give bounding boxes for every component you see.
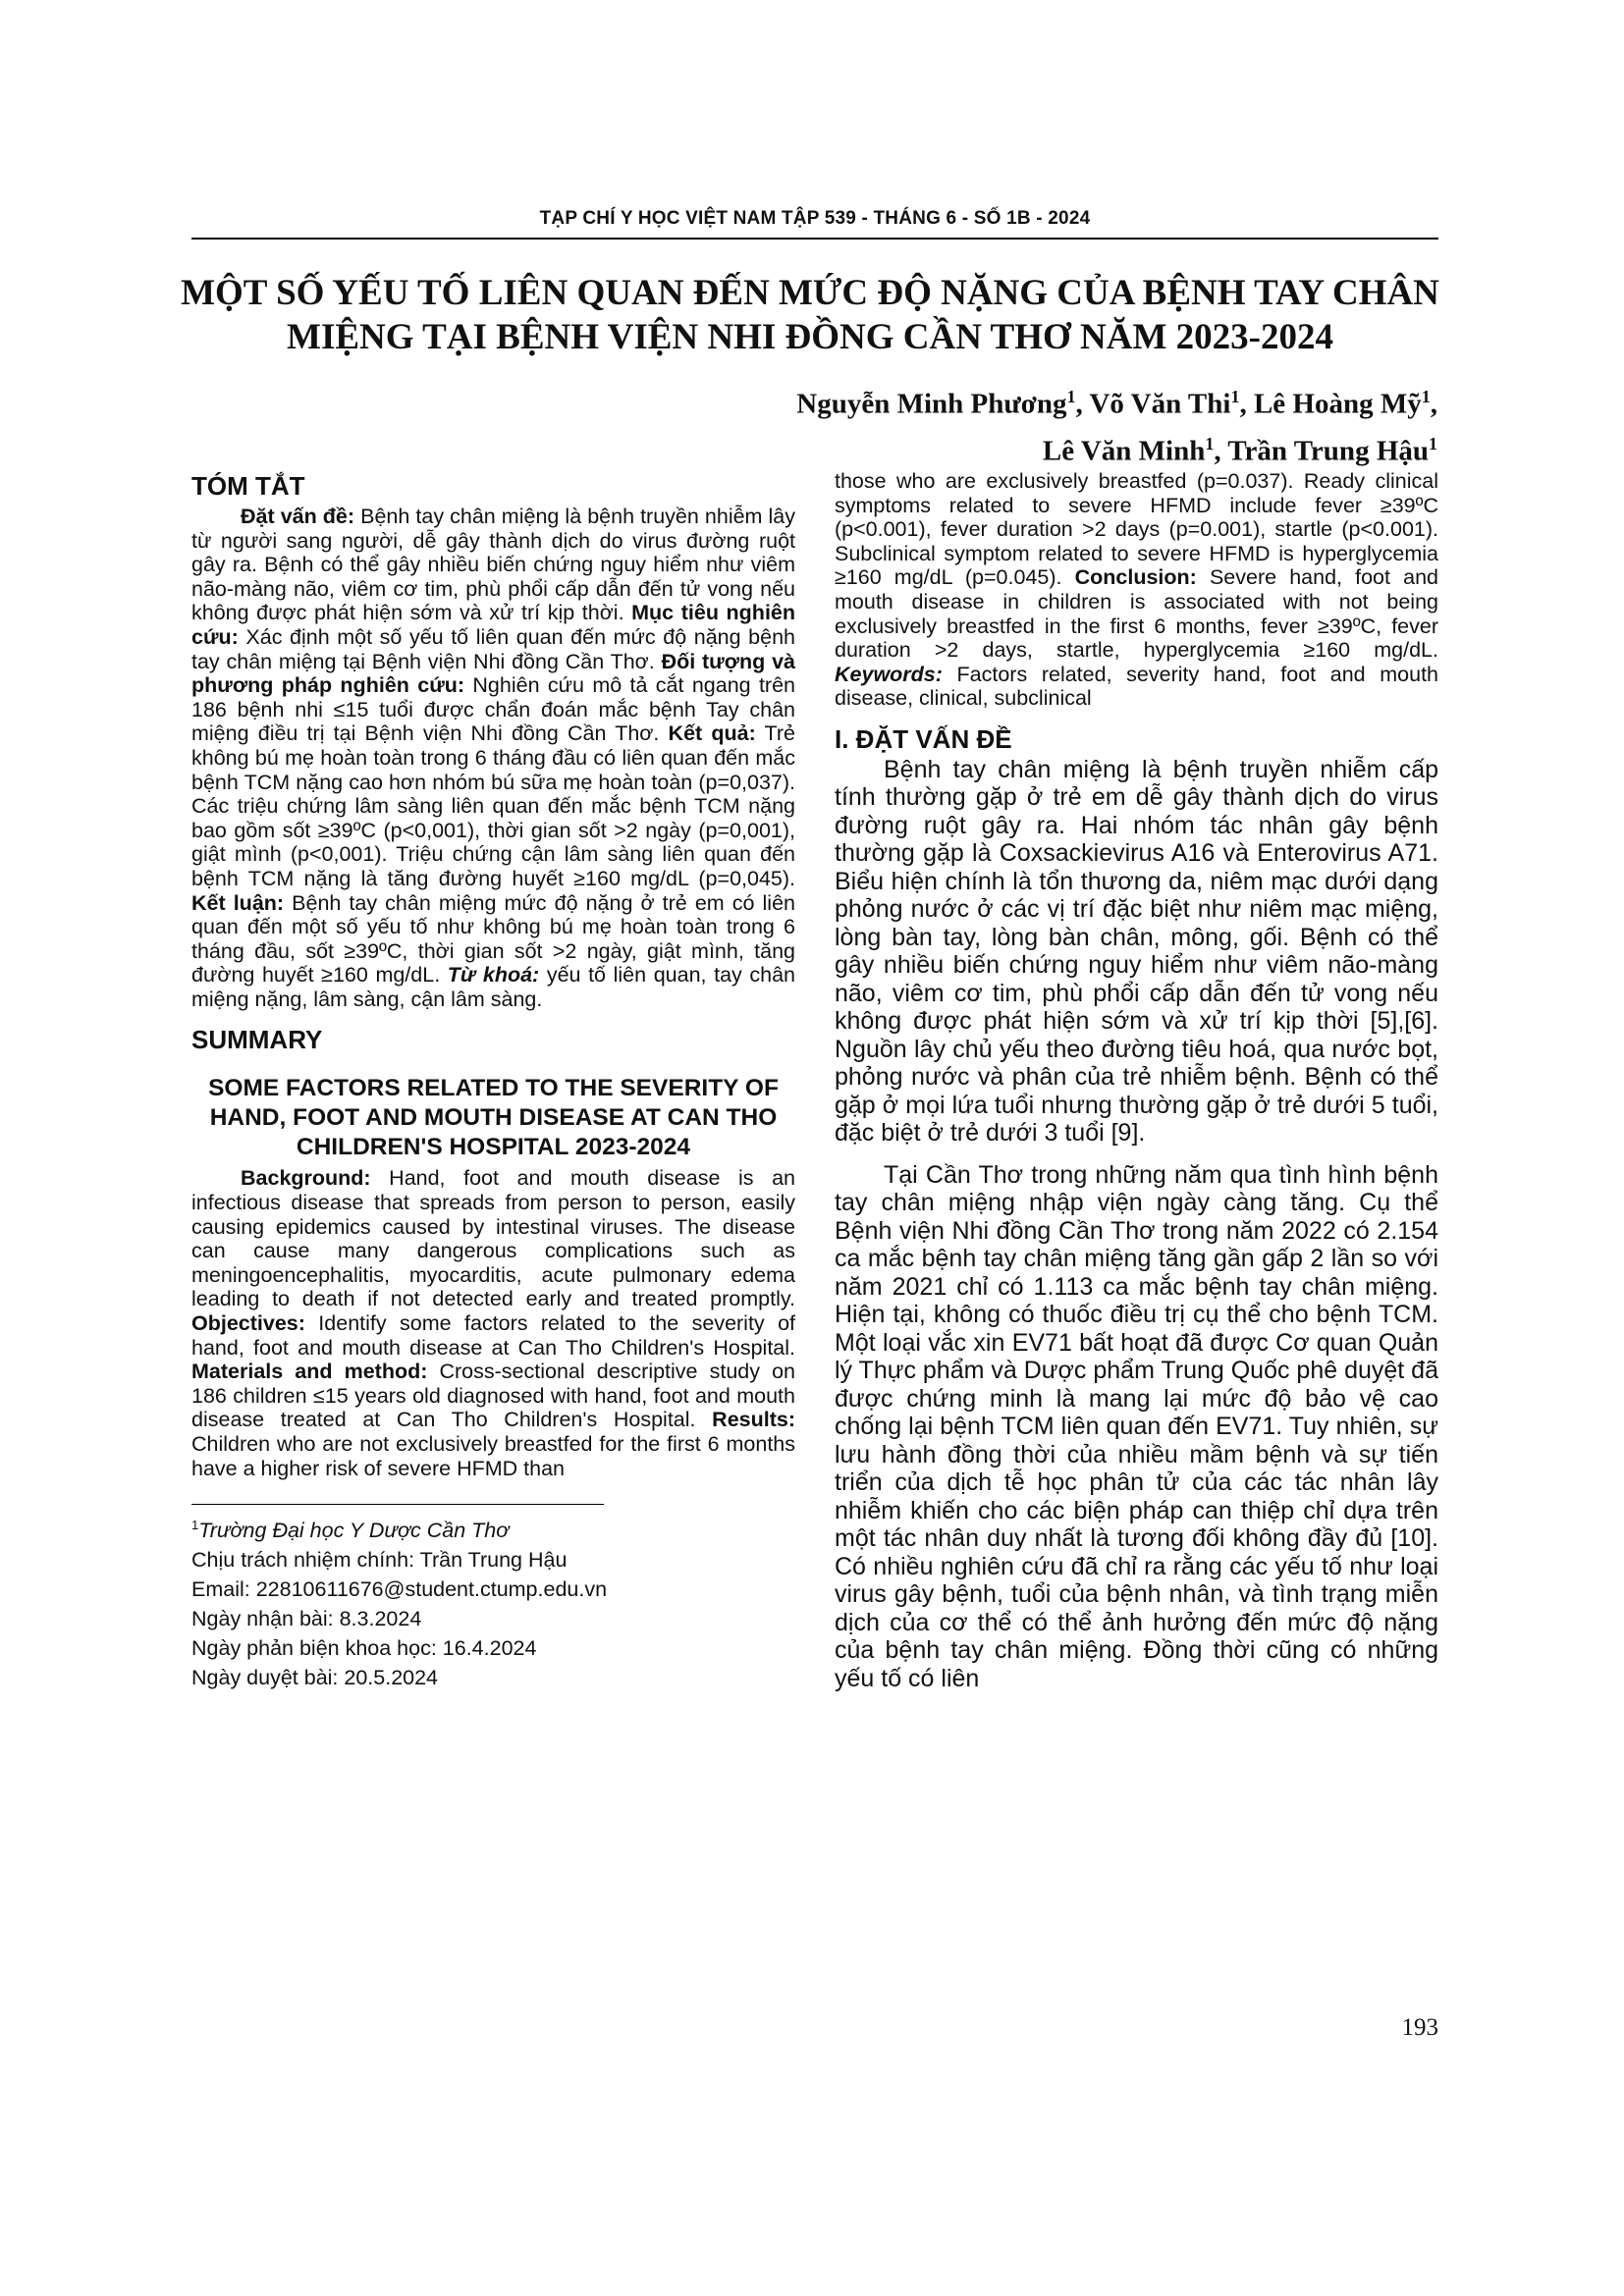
abstract-label: Kết quả: xyxy=(668,721,756,746)
abstract-text: Cross-sectional descriptive study on 186 children ≤15 years old diagnosed with hand, foot and mouth disease treated at Can Tho Children's Hospital. xyxy=(191,1360,795,1432)
footnote-received: Ngày nhận bài: 8.3.2024 xyxy=(191,1607,422,1631)
footnote-reviewed: Ngày phản biện khoa học: 16.4.2024 xyxy=(191,1636,537,1661)
author-name: Nguyễn Minh Phương xyxy=(796,388,1067,420)
author-name: Lê Văn Minh xyxy=(1042,435,1206,467)
abstract-text: Trẻ không bú mẹ hoàn toàn trong 6 tháng đầu có liên quan đến mắc bệnh TCM nặng cao hơn nhóm bú sữa mẹ hoàn toàn (p=0,037). Các triệu chứng lâm sàng liên quan đến mắc bệnh TCM nặng bao gồm sốt ≥39ºC (p<0,001), thời gian sốt >2 ngày (p=0,001), giật mình (p<0,001). Triệu chứng cận lâm sàng liên quan đến bệnh TCM nặng là tăng đường huyết ≥160 mg/dL (p=0,045). xyxy=(191,721,795,890)
body-paragraph: Tại Cần Thơ trong những năm qua tình hình bệnh tay chân miệng nhập viện ngày càng tăng. Cụ thể Bệnh viện Nhi đồng Cần Thơ trong năm 2022 có 2.154 ca mắc bệnh tay chân miệng tăng gần gấp 2 lần so với năm 2021 chỉ có 1.113 ca mắc bệnh tay chân miệng. Hiện tại, không có thuốc điều trị cụ thể cho bệnh TCM. Một loại vắc xin EV71 bất hoạt đã được Cơ quan Quản lý Thực phẩm và Dược phẩm Trung Quốc phê duyệt đã được chứng minh là mang lại mức độ bảo vệ cao chống lại bệnh TCM liên quan đến EV71. Tuy nhiên, sự lưu hành đồng thời của nhiều mầm bệnh và sự tiến triển của dịch tễ học phân tử của các tác nhân lây nhiễm khiến cho các biện pháp can thiệp chỉ dựa trên một tác nhân duy nhất là tương đối không đầy đủ [10]. Có nhiều nghiên cứu đã chỉ ra rằng các yếu tố như loại virus gây bệnh, tuổi của bệnh nhân, và tình trạng miễn dịch của cơ thể có thể ảnh hưởng đến mức độ nặng của bệnh tay chân miệng. Đồng thời cũng có những yếu tố có liên xyxy=(835,1160,1438,1692)
footnote-email: Email: 22810611676@student.ctump.edu.vn xyxy=(191,1577,608,1602)
author-affiliation-mark: 1 xyxy=(1066,387,1076,406)
author-list: Nguyễn Minh Phương$^1$, Võ Văn Thi$^1$, Lê Hoàng Mỹ$^1$, Lê Văn Minh$^1$, Trần Trung Hậu$^1$ xyxy=(796,387,1437,467)
footnote-responsible: Chịu trách nhiệm chính: Trần Trung Hậu xyxy=(191,1548,568,1573)
abstract-label: Results: xyxy=(712,1408,795,1432)
keywords-text: yếu tố liên quan, tay chân miệng nặng, lâm sàng, cận lâm sàng. xyxy=(191,963,796,1011)
journal-header: TẠP CHÍ Y HỌC VIỆT NAM TẬP 539 - THÁNG 6 - SỐ 1B - 2024 xyxy=(539,208,1091,229)
summary-title: SOME FACTORS RELATED TO THE SEVERITY OF HAND, FOOT AND MOUTH DISEASE AT CAN THO CHILDREN'S HOSPITAL 2023-2024 xyxy=(208,1075,779,1161)
abstract-text: those who are exclusively breastfed (p=0.037). Ready clinical symptoms related to severe HFMD include fever ≥39ºC (p<0.001), fever duration >2 days (p=0.001), startle (p<0.001). Subclinical symptom related to severe HFMD is hyperglycemia ≥160 mg/dL (p=0.045). xyxy=(835,469,1438,590)
footnote-mark: 1 xyxy=(191,1518,199,1533)
author-name: Trần Trung Hậu xyxy=(1227,435,1429,467)
right-column xyxy=(835,469,1438,1692)
vietnamese-abstract xyxy=(191,505,795,1011)
abstract-text: Bệnh tay chân miệng mức độ nặng ở trẻ em có liên quan đến một số yếu tố như không bú mẹ hoàn toàn trong 6 tháng đầu, sốt ≥39ºC, thời gian sốt >2 ngày, giật mình, tăng đường huyết ≥160 mg/dL. xyxy=(191,890,795,988)
body-paragraph: Bệnh tay chân miệng là bệnh truyền nhiễm cấp tính thường gặp ở trẻ em dễ gây thành dịch do virus đường ruột gây ra. Hai nhóm tác nhân gây bệnh thường gặp là Coxsackievirus A16 và Enterovirus A71. Biểu hiện chính là tổn thương da, niêm mạc dưới dạng phỏng nước ở các vị trí đặc biệt như niêm mạc miệng, lòng bàn tay, lòng bàn chân, mông, gối. Bệnh có thể gây nhiều biến chứng nguy hiểm như viêm não-màng não, viêm cơ tim, phù phổi cấp dẫn đến tử vong nếu không được phát hiện sớm và xử trí kịp thời [5],[6]. Nguồn lây chủ yếu theo đường tiêu hoá, qua nước bọt, phỏng nước và phân của trẻ nhiễm bệnh. Bệnh có thể gặp ở mọi lứa tuổi nhưng thường gặp ở trẻ dưới 5 tuổi, đặc biệt ở trẻ dưới 3 tuổi [9]. xyxy=(835,755,1438,1148)
section-heading: I. ĐẶT VẤN ĐỀ xyxy=(835,723,1012,754)
abstract-label: Objectives: xyxy=(191,1311,305,1336)
english-abstract-continued xyxy=(835,469,1438,711)
author-affiliation-mark: 1 xyxy=(1205,433,1215,454)
author-name: Lê Hoàng Mỹ xyxy=(1253,388,1422,420)
footnote-rule xyxy=(191,1504,604,1505)
keywords-label: Từ khoá: xyxy=(447,963,540,988)
left-column xyxy=(191,469,795,1692)
author-affiliation-mark: 1 xyxy=(1429,433,1437,454)
author-affiliation-mark: 1 xyxy=(1421,387,1431,406)
keywords-label: Keywords: xyxy=(835,662,943,686)
abstract-text: Children who are not exclusively breastfed for the first 6 months have a higher risk of severe HFMD than xyxy=(191,1432,795,1480)
abstract-text: Bệnh tay chân miệng là bệnh truyền nhiễm lây từ người sang người, dễ gây thành dịch do virus đường ruột gây ra. Bệnh có thể gây nhiều biến chứng nguy hiểm như viêm não-màng não, viêm cơ tim, phù phổi cấp dẫn đến tử vong nếu không được phát hiện sớm và xử trí kịp thời. xyxy=(191,505,795,625)
abstract-text: Nghiên cứu mô tả cắt ngang trên 186 bệnh nhi ≤15 tuổi được chẩn đoán mắc bệnh Tay chân miệng điều trị tại Bệnh viện Nhi đồng Cần Thơ. xyxy=(191,673,796,746)
abstract-label: Materials and method: xyxy=(191,1360,428,1384)
abstract-label: Background: xyxy=(241,1166,371,1191)
author-name: Võ Văn Thi xyxy=(1089,388,1231,420)
footnote-affiliation: $^1$Trường Đại học Y Dược Cần Thơ xyxy=(191,1518,510,1543)
abstract-heading: TÓM TẮT xyxy=(191,471,305,501)
english-abstract xyxy=(191,1166,795,1480)
abstract-label: Đặt vấn đề: xyxy=(241,505,355,528)
abstract-label: Conclusion: xyxy=(1074,565,1197,590)
abstract-label: Đối tượng và phương pháp nghiên cứu: xyxy=(191,649,795,698)
abstract-text: Severe hand, foot and mouth disease in children is associated with not being exclusively breastfed in the first 6 months, fever ≥39ºC, fever duration >2 days, startle, hyperglycemia ≥160 mg/dL. xyxy=(835,565,1438,663)
abstract-label: Mục tiêu nghiên cứu: xyxy=(191,601,796,649)
abstract-label: Kết luận: xyxy=(191,890,285,915)
page-number: 193 xyxy=(1401,2014,1438,2041)
article-title: MỘT SỐ YẾU TỐ LIÊN QUAN ĐẾN MỨC ĐỘ NẶNG CỦA BỆNH TAY CHÂN MIỆNG TẠI BỆNH VIỆN NHI ĐỒNG CẦN THƠ NĂM 2023-2024 xyxy=(181,273,1439,357)
abstract-text: Xác định một số yếu tố liên quan đến mức độ nặng bệnh tay chân miệng tại Bệnh viện Nhi đồng Cần Thơ. xyxy=(191,624,795,673)
abstract-text: Hand, foot and mouth disease is an infectious disease that spreads from person to person, easily causing epidemics caused by intestinal viruses. The disease can cause many dangerous complications such as meningoencephalitis, myocarditis, acute pulmonary edema leading to death if not detected early and treated promptly. xyxy=(191,1166,795,1311)
keywords-text: Factors related, severity hand, foot and mouth disease, clinical, subclinical xyxy=(835,662,1438,711)
summary-heading: SUMMARY xyxy=(191,1025,323,1055)
footnote-accepted: Ngày duyệt bài: 20.5.2024 xyxy=(191,1666,439,1690)
abstract-text: Identify some factors related to the severity of hand, foot and mouth disease at Can Tho Children's Hospital. xyxy=(191,1311,795,1360)
header-rule xyxy=(191,238,1438,240)
author-affiliation-mark: 1 xyxy=(1230,387,1240,406)
